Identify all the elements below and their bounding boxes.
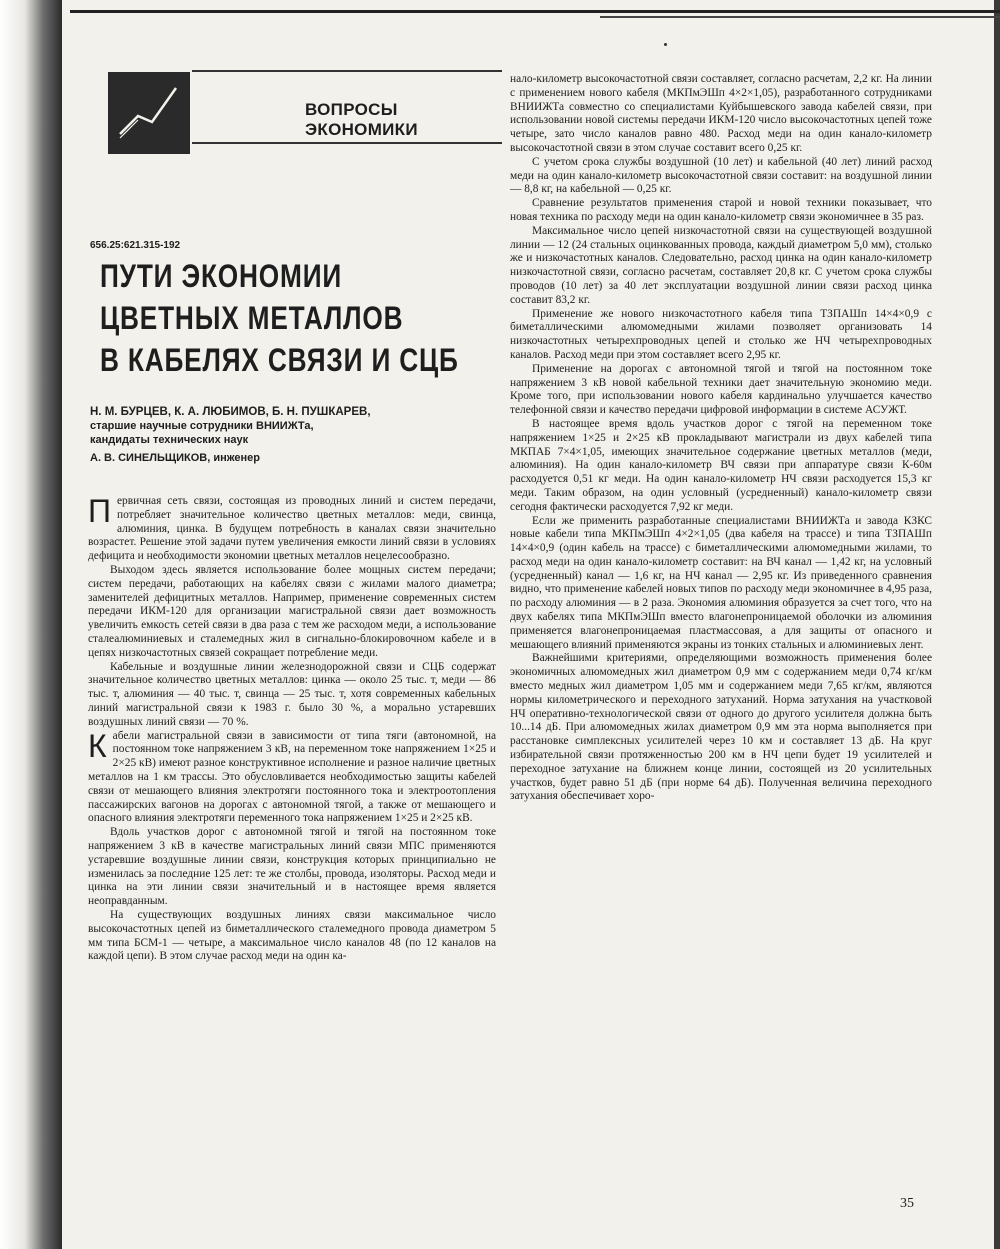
binding-shadow [0, 0, 62, 1249]
drop-cap: К [88, 727, 107, 764]
title-line-2: ЦВЕТНЫХ МЕТАЛЛОВ [100, 300, 404, 336]
top-rule [70, 10, 1000, 13]
paragraph: Вдоль участков дорог с автономной тягой и тягой на постоянном токе напряжением 3 кВ в качестве магистральных линий связи МПС применяются устаревшие воздушные линии связи, конструкция которых принципиально не изменилась за последние 125 лет: те же столбы, провода, изоляторы. Расход меди и цинка на эти линии связи значительный и в настоящее время является неоправданным. [88, 826, 496, 908]
print-speck [664, 43, 667, 46]
title-line-3: В КАБЕЛЯХ СВЯЗИ И СЦБ [100, 342, 459, 378]
top-rule-secondary [600, 16, 1000, 18]
paragraph: Применение на дорогах с автономной тягой и тягой на постоянном токе напряжением 3 кВ новой кабельной техники дает значительную экономию меди. Кроме того, при использовании нового кабеля кардинально улучшается качество телефонной связи и качество передачи цифровой информации в системе АСУЖТ. [510, 362, 932, 417]
engineer-line [90, 451, 510, 465]
article-title [100, 255, 520, 381]
left-column [88, 495, 496, 964]
title-line-1: ПУТИ ЭКОНОМИИ [100, 258, 343, 294]
paragraph: Кабельные и воздушные линии железнодорожной связи и СЦБ содержат значительное количество цветных металлов: цинка — около 25 тыс. т, меди — 86 тыс. т, алюминия — 40 тыс. т, свинца — 25 тыс. т, хотя современных кабельных линий магистральной связи к 1983 г. было 30 %, а морально устаревших воздушных линий связи — 70 %. [88, 660, 496, 728]
paragraph: нало-километр высокочастотной связи составляет, согласно расчетам, 2,2 кг. На линии с применением нового кабеля (МКПмЭШп 4×2×1,05), разработанного сотрудниками ВНИИЖТа совместно со специалистами Куйбышевского завода кабелей связи, при использовании новой системы передачи ИКМ-120 число высокочастотных цепей тоже четыре, зато число каналов равно 480. Расход меди на один канало-километр высокочастотной связи в этом случае составит всего 0,25 кг. [510, 73, 932, 154]
chart-trend-icon [108, 72, 190, 154]
engineer-name: А. В. СИНЕЛЬЩИКОВ, [90, 452, 211, 464]
paragraph: Максимальное число цепей низкочастотной связи на существующей воздушной линии — 12 (24 стальных оцинкованных провода, каждый диаметром 5,0 мм), столько же и низкочастотных каналов. Следовательно, расход цинка на один канало-километр низкочастотной связи, согласно расчетам, составляет 20,8 кг. С учетом срока службы проводов (10 лет) за 40 лет эксплуатации воздушной линии связи расход цинка составит 83,2 кг. [510, 224, 932, 306]
paragraph: В настоящее время вдоль участков дорог с тягой на переменном токе напряжением 1×25 и 2×25 кВ прокладывают магистрали из двух кабелей типа МКПАБ 7×4×1,05, имеющих значительное содержание цветных металлов (меди, алюминия). На один канало-километр ВЧ связи при аппаратуре связи К-60м расходуется 0,51 кг меди. На один канало-километр НЧ связи расходуется 15,3 кг меди. Таким образом, на один условный (усредненный) канало-километр связи сегодня фактически расходуется 7,92 кг меди. [510, 417, 932, 513]
page-number: 35 [900, 1196, 914, 1211]
section-rubric: ВОПРОСЫ ЭКОНОМИКИ [305, 100, 418, 139]
paragraph: Выходом здесь является использование более мощных систем передачи; систем передачи, работающих на кабелях связи с жилами малого диаметра; заменителей дефицитных металлов. Например, применение современных систем передачи ИКМ-120 для организации магистральной связи дает возможность увеличить емкость сетей связи в два раза с тем же расходом меди, а использование сталеалюминиевых и сталемедных жил в сигнально-блокировочном кабеле и в цепях низкочастотных связей сокращает потребление меди. [88, 563, 496, 659]
rubric-rule-top [192, 70, 502, 72]
paragraph: С учетом срока службы воздушной (10 лет) и кабельной (40 лет) линий расход меди на один канало-километр высокочастотной связи составит: на воздушной линии — 8,8 кг, на кабельной — 0,25 кг. [510, 155, 932, 196]
paragraph: Сравнение результатов применения старой и новой техники показывает, что новая техника по расходу меди на один канало-километр связи экономичнее в 35 раз. [510, 197, 932, 223]
author-role-2: кандидаты технических наук [90, 434, 249, 446]
drop-cap: П [88, 493, 111, 529]
author-names: Н. М. БУРЦЕВ, К. А. ЛЮБИМОВ, Б. Н. ПУШКАРЕВ, [90, 406, 371, 418]
paragraph: Первичная сеть связи, состоящая из проводных линий и систем передачи, потребляет значительное количество цветных металлов: меди, свинца, алюминия, цинка. В будущем потребность в каналах связи значительно возрастет. Решение этой задачи путем увеличения емкости линий связи в условиях дефицита и необходимости экономии цветных металлов нецелесообразно. [88, 493, 496, 563]
page-edge [994, 0, 1000, 1249]
paragraph: На существующих воздушных линиях связи максимальное число высокочастотных цепей из биметаллического сталемедного провода диаметром 5 мм типа БСМ-1 — четыре, а максимальное число каналов 48 (по 12 каналов на каждой цепи). В этом случае расход меди на один ка- [88, 908, 496, 963]
paragraph: Кабели магистральной связи в зависимости от типа тяги (автономной, на постоянном токе напряжением 3 кВ, на переменном токе напряжением 1×25 и 2×25 кВ) имеют разное конструктивное исполнение и разное наличие цветных металлов на 1 км трассы. Это обусловливается необходимостью защиты кабелей связи от мешающего влияния электротяги постоянного тока и электроотопления пассажирских вагонов на дорогах с автономной тягой, а также от мешающего и опасного влияния электротяги переменного тока напряжением 1×25 и 2×25 кВ. [88, 727, 496, 825]
udc-code: 656.25:621.315-192 [90, 240, 181, 251]
author-block [90, 405, 510, 465]
paragraph: Применение же нового низкочастотного кабеля типа ТЗПАШп 14×4×0,9 с биметаллическими алюмомедными жилами позволяет организовать 14 низкочастотных четырехпроводных цепей и столько же НЧ четырехпроводных каналов. Расход меди при этом составляет всего 2,95 кг. [510, 307, 932, 361]
paragraph: Важнейшими критериями, определяющими возможность применения более экономичных алюмомедных жил диаметром 0,9 мм с содержанием меди 0,74 кг/км вместо медных жил диаметром 1,05 мм и содержанием меди 7,65 кг/км, являются нормы километрического и переходного затуханий. Норма затухания на участковой НЧ оперативно-технологической связи от одного до другого усилителя должна быть 10...14 дБ. При алюмомедных жилах диаметром 0,9 мм эта норма выполняется при расстановке симплексных усилителей через 10 км и составляет 13 дБ. На круг избирательной связи протяженностью 200 км в НЧ цепи будет 19 усилителей и переходное затухание на ближнем конце линии, состоящей из 20 усилительных участков, будет равно 51 дБ (при норме 64 дБ). Полученная величина переходного затухания обеспечивает хоро- [510, 652, 932, 803]
right-column [510, 73, 932, 804]
rubric-rule-bottom [192, 142, 502, 144]
paragraph: Если же применить разработанные специалистами ВНИИЖТа и завода КЗКС новые кабели типа МКПмЭШп 4×2×1,05 (два кабеля на трассе) и типа ТЗПАШп 14×4×0,9 (один кабель на трассе) с биметаллическими алюмомедными жилами, то расход меди на один канало-километр составит: на ВЧ канал — 1,42 кг, на условный (усредненный) канал — 1,6 кг, на НЧ канал — 2,95 кг. Из приведенного сравнения видно, что применение кабелей новых типов по расходу меди экономичнее в 4,95 раза, по расходу алюминия — в 2 раза. Экономия алюминия образуется за счет того, что на двух кабелях типа МКПмЭШп вместо влагонепроницаемой оболочки из алюминия применяется влагонепроницаемая пластмассовая, а для защиты от опасного и мешающего влияний применяются экраны из тонких стальных и алюминиевых лент. [510, 514, 932, 651]
author-role-1: старшие научные сотрудники ВНИИЖТа, [90, 420, 314, 432]
engineer-role: инженер [213, 452, 260, 464]
